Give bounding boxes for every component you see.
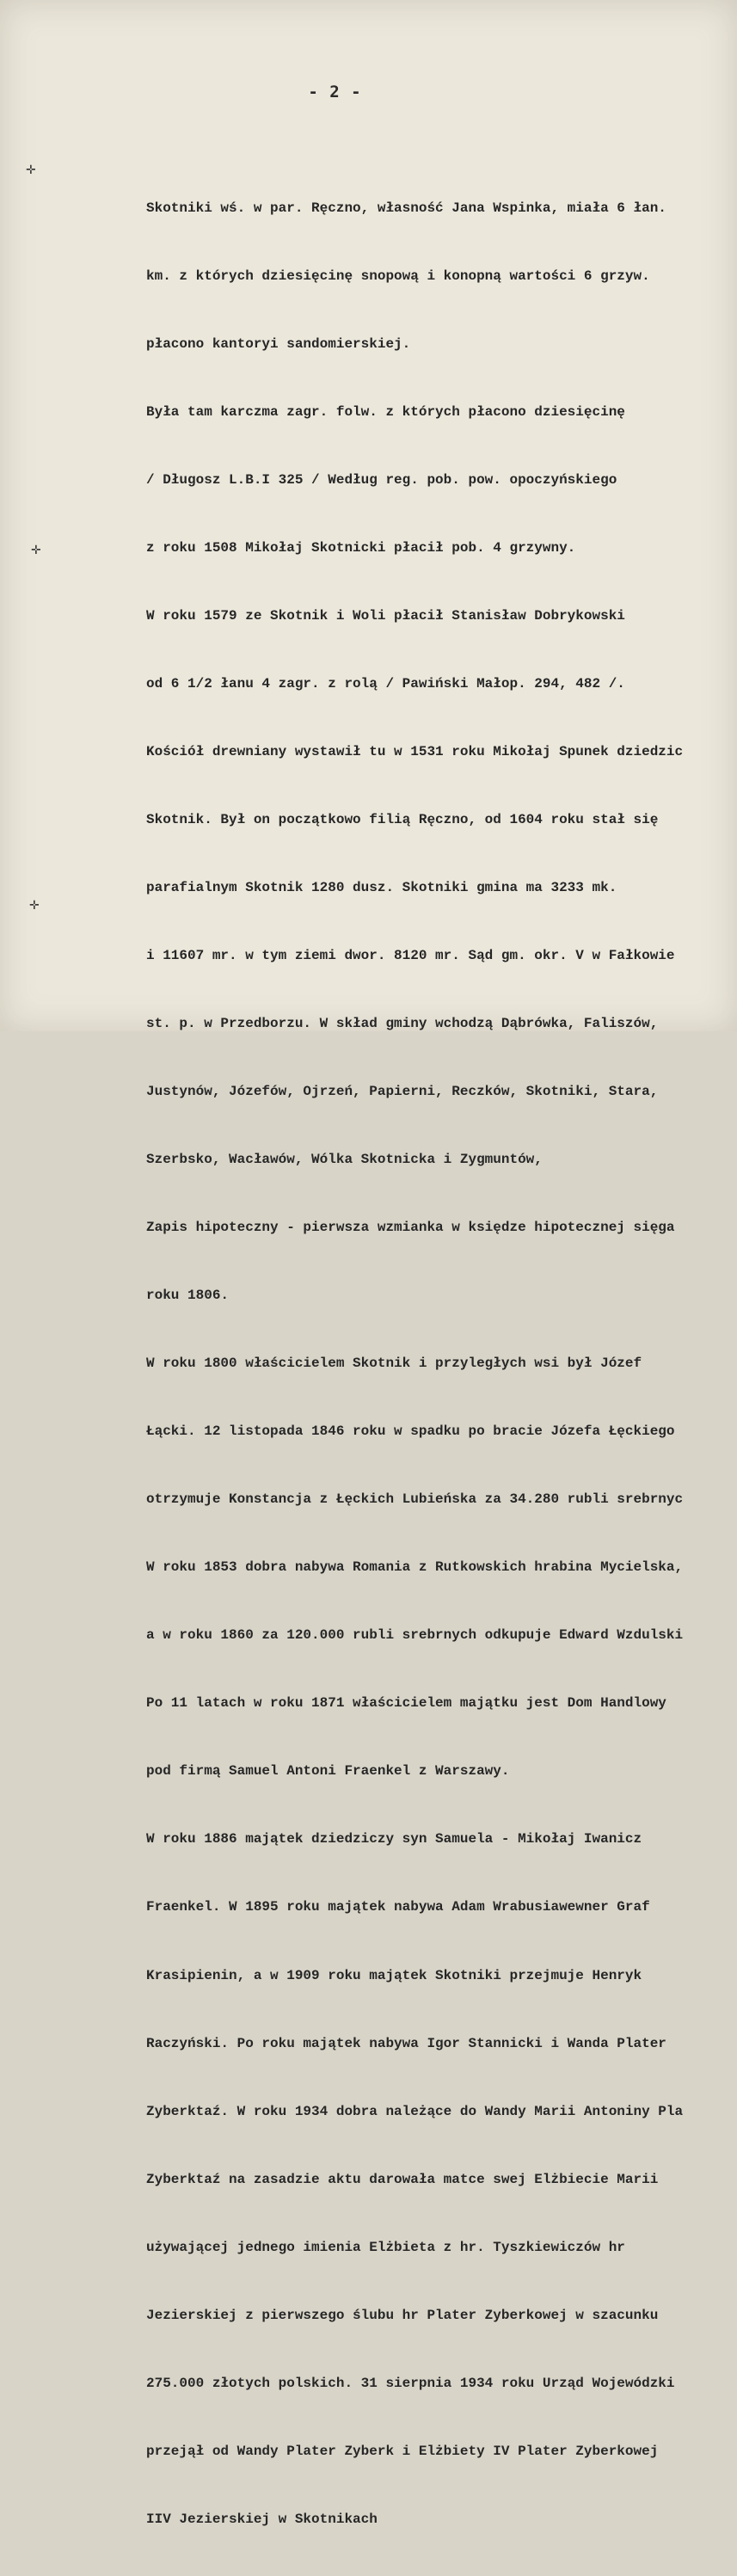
text-line: Skotnik. Był on początkowo filią Ręczno, od 1604 roku stał się: [146, 811, 659, 827]
text-line: Zyberktaź. W roku 1934 dobra należące do Wandy Marii Antoniny Pla: [146, 2103, 684, 2119]
text-line: Łącki. 12 listopada 1846 roku w spadku po bracie Józefa Łęckiego: [146, 1423, 675, 1440]
text-line: W roku 1800 właścicielem Skotnik i przyległych wsi był Józef: [146, 1356, 642, 1372]
text-line: Szerbsko, Wacławów, Wólka Skotnicka i Zygmuntów,: [146, 1152, 543, 1168]
text-line: pod firmą Samuel Antoni Fraenkel z Warszawy.: [146, 1763, 510, 1780]
text-line: Fraenkel. W 1895 roku majątek nabywa Adam Wrabusiawewner Graf: [146, 1899, 650, 1915]
text-line: parafialnym Skotnik 1280 dusz. Skotniki gmina ma 3233 mk.: [146, 880, 617, 895]
text-line: Justynów, Józefów, Ojrzeń, Papierni, Reczków, Skotniki, Stara,: [146, 1084, 659, 1100]
text-line: / Długosz L.B.I 325 / Według reg. pob. pow. opoczyńskiego: [146, 471, 617, 488]
text-line: Po 11 latach w roku 1871 właścicielem majątku jest Dom Handlowy: [146, 1695, 666, 1712]
text-line: i 11607 mr. w tym ziemi dwor. 8120 mr. Sąd gm. okr. V w Fałkowie: [146, 948, 675, 964]
document-body: [146, 151, 731, 2576]
text-line: 275.000 złotych polskich. 31 sierpnia 1934 roku Urząd Wojewódzki: [146, 2375, 675, 2391]
text-line: a w roku 1860 za 120.000 rubli srebrnych odkupuje Edward Wzdulski: [146, 1627, 684, 1644]
text-line: Krasipienin, a w 1909 roku majątek Skotniki przejmuje Henryk: [146, 1967, 642, 1983]
text-line: otrzymuje Konstancja z Łęckich Lubieńska za 34.280 rubli srebrnyc: [146, 1491, 684, 1508]
text-line: W roku 1886 majątek dziedziczy syn Samuela - Mikołaj Iwanicz: [146, 1831, 642, 1847]
margin-mark-bottom: ✛: [29, 899, 40, 913]
text-line: roku 1806.: [146, 1288, 230, 1304]
text-line: Raczyński. Po roku majątek nabywa Igor Stannicki i Wanda Plater: [146, 2035, 666, 2051]
text-line: płacono kantoryi sandomierskiej.: [146, 335, 411, 352]
text-line: IIV Jezierskiej w Skotnikach: [146, 2511, 378, 2527]
text-line: st. p. w Przedborzu. W skład gminy wchodzą Dąbrówka, Faliszów,: [146, 1016, 659, 1032]
text-line: od 6 1/2 łanu 4 zagr. z rolą / Pawiński Małop. 294, 482 /.: [146, 675, 625, 692]
text-line: Zyberktaź na zasadzie aktu darowała matce swej Elżbiecie Marii: [146, 2171, 659, 2187]
margin-mark-top: ✛: [26, 163, 36, 177]
text-line: Zapis hipoteczny - pierwsza wzmianka w księdze hipotecznej sięga: [146, 1220, 675, 1236]
text-line: W roku 1579 ze Skotnik i Woli płacił Stanisław Dobrykowski: [146, 607, 625, 624]
text-line: używającej jednego imienia Elżbieta z hr. Tyszkiewiczów hr: [146, 2239, 625, 2255]
text-line: km. z których dziesięcinę snopową i konopną wartości 6 grzyw.: [146, 267, 650, 284]
text-line: Skotniki wś. w par. Ręczno, własność Jana Wspinka, miała 6 łan.: [146, 200, 666, 216]
text-line: Jezierskiej z pierwszego ślubu hr Plater Zyberkowej w szacunku: [146, 2307, 659, 2323]
text-line: Była tam karczma zagr. folw. z których płacono dziesięcinę: [146, 403, 625, 420]
text-line: W roku 1853 dobra nabywa Romania z Rutkowskich hrabina Mycielska,: [146, 1559, 684, 1576]
text-line: przejął od Wandy Plater Zyberk i Elżbiety IV Plater Zyberkowej: [146, 2443, 659, 2459]
page-number: - 2 -: [308, 83, 362, 101]
margin-mark-middle: ✛: [31, 544, 41, 557]
text-line: Kościół drewniany wystawił tu w 1531 roku Mikołaj Spunek dziedzic: [146, 743, 684, 759]
text-line: z roku 1508 Mikołaj Skotnicki płacił pob. 4 grzywny.: [146, 539, 576, 556]
